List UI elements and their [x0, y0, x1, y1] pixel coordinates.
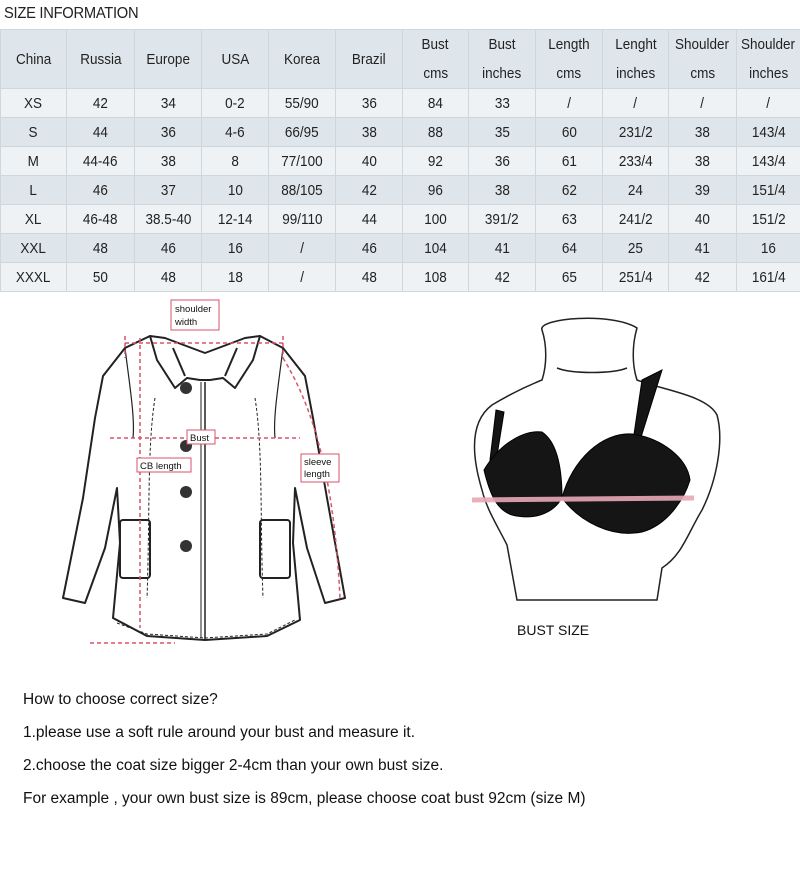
- table-cell: [135, 205, 202, 234]
- table-cell-text: /: [567, 94, 571, 112]
- column-header: [669, 30, 737, 89]
- instruction-step-1: 1.please use a soft rule around your bust and measure it.: [23, 724, 416, 741]
- column-header: [1, 30, 67, 89]
- column-header-text: Brazil: [352, 50, 386, 68]
- column-header: [469, 30, 536, 89]
- table-cell: [469, 176, 536, 205]
- column-header-text: Shoulder: [675, 36, 730, 53]
- table-cell-text: 40: [694, 210, 711, 228]
- table-cell: [536, 205, 603, 234]
- instruction-heading: How to choose correct size?: [23, 691, 218, 708]
- table-cell: [269, 176, 336, 205]
- table-cell-text: 38: [160, 152, 176, 170]
- table-cell-text: 41: [494, 239, 510, 257]
- table-cell-text: 99/110: [281, 210, 323, 228]
- table-cell: [1, 89, 67, 118]
- table-cell: [202, 263, 269, 292]
- table-cell: [67, 89, 135, 118]
- table-cell: [403, 118, 469, 147]
- table-cell-text: 88/105: [281, 181, 323, 199]
- table-cell: [1, 234, 67, 263]
- table-cell-text: 36: [494, 152, 510, 170]
- sleeve-length-label-2: length: [304, 469, 330, 480]
- column-header-text: cms: [423, 65, 448, 82]
- table-cell-text: 60: [561, 123, 577, 141]
- instruction-step-2: 2.choose the coat size bigger 2-4cm than your own bust size.: [23, 757, 444, 774]
- table-cell: [67, 176, 135, 205]
- table-cell: [737, 147, 800, 176]
- table-cell: [1, 205, 67, 234]
- table-cell-text: 48: [160, 268, 176, 286]
- table-cell: [469, 89, 536, 118]
- table-cell: [669, 176, 737, 205]
- table-cell-text: 42: [494, 268, 510, 286]
- column-header-text: Russia: [79, 50, 122, 68]
- table-cell-text: 34: [160, 94, 176, 112]
- table-cell: [669, 147, 737, 176]
- table-cell-text: 4-6: [225, 123, 245, 141]
- table-cell: [403, 176, 469, 205]
- bust-label: Bust: [190, 433, 210, 444]
- column-header-text: China: [15, 50, 52, 68]
- column-header: [67, 30, 135, 89]
- table-cell-text: 46: [361, 239, 377, 257]
- table-row: [1, 205, 800, 234]
- column-header: [336, 30, 403, 89]
- table-cell: [336, 89, 403, 118]
- table-cell: [603, 147, 669, 176]
- table-cell-text: XS: [24, 94, 43, 112]
- table-cell-text: 391/2: [485, 210, 519, 228]
- table-cell-text: 251/4: [618, 268, 653, 286]
- table-cell: [135, 89, 202, 118]
- table-cell: [603, 176, 669, 205]
- table-cell: [669, 118, 737, 147]
- table-cell: [536, 176, 603, 205]
- column-header-text: USA: [221, 50, 249, 68]
- table-cell-text: 63: [561, 210, 577, 228]
- table-cell-text: 46: [160, 239, 176, 257]
- table-cell-text: L: [29, 181, 38, 199]
- table-cell: [202, 205, 269, 234]
- table-cell: [603, 234, 669, 263]
- table-cell-text: 161/4: [751, 268, 786, 286]
- table-cell-text: 92: [427, 152, 444, 170]
- table-cell: [67, 147, 135, 176]
- table-cell-text: 44-46: [83, 152, 118, 170]
- column-header: [269, 30, 336, 89]
- table-cell: [403, 205, 469, 234]
- table-cell-text: 50: [92, 268, 109, 286]
- table-cell-text: 46: [92, 181, 109, 199]
- table-row: [1, 118, 800, 147]
- table-cell: [469, 118, 536, 147]
- table-cell: [469, 147, 536, 176]
- table-cell-text: 16: [760, 239, 777, 257]
- table-cell-text: S: [28, 123, 38, 141]
- column-header: [403, 30, 469, 89]
- column-header: [737, 30, 800, 89]
- table-cell-text: /: [300, 239, 304, 257]
- shoulder-width-label: shoulder: [175, 304, 212, 315]
- table-cell: [269, 205, 336, 234]
- table-cell: [336, 118, 403, 147]
- table-row: [1, 263, 800, 292]
- table-cell-text: 38: [361, 123, 377, 141]
- table-cell: [469, 234, 536, 263]
- bust-measure-line: [472, 498, 694, 500]
- table-cell-text: 33: [494, 94, 510, 112]
- table-cell-text: 38.5-40: [145, 210, 191, 228]
- table-cell-text: 62: [561, 181, 577, 199]
- table-cell: [135, 176, 202, 205]
- table-cell: [603, 263, 669, 292]
- table-cell-text: 35: [494, 123, 510, 141]
- table-cell: [269, 118, 336, 147]
- table-cell: [403, 89, 469, 118]
- table-cell-text: 241/2: [618, 210, 653, 228]
- table-cell-text: 38: [694, 152, 711, 170]
- table-cell: [67, 234, 135, 263]
- table-cell: [536, 89, 603, 118]
- table-cell: [336, 147, 403, 176]
- table-cell: [469, 205, 536, 234]
- table-cell-text: 100: [424, 210, 447, 228]
- coat-collar: [150, 336, 260, 388]
- column-header-text: inches: [615, 65, 656, 82]
- table-cell-text: 48: [361, 268, 377, 286]
- table-cell: [1, 147, 67, 176]
- cb-length-label: CB length: [140, 461, 182, 472]
- table-cell: [336, 176, 403, 205]
- table-cell: [336, 263, 403, 292]
- table-cell: [536, 263, 603, 292]
- table-cell-text: 38: [694, 123, 711, 141]
- column-header-text: inches: [482, 65, 522, 82]
- table-cell-text: 44: [92, 123, 109, 141]
- column-header-text: Lenght: [614, 36, 657, 53]
- table-cell-text: XL: [25, 210, 42, 228]
- table-cell-text: 41: [694, 239, 711, 257]
- table-cell-text: 42: [694, 268, 711, 286]
- table-cell: [669, 234, 737, 263]
- table-cell: [737, 118, 800, 147]
- table-cell-text: 108: [424, 268, 447, 286]
- column-header: [202, 30, 269, 89]
- table-cell-text: 37: [160, 181, 176, 199]
- table-cell: [603, 89, 669, 118]
- table-cell-text: 77/100: [281, 152, 323, 170]
- table-cell: [737, 263, 800, 292]
- table-cell: [669, 263, 737, 292]
- table-cell-text: 46-48: [83, 210, 118, 228]
- table-cell: [669, 205, 737, 234]
- column-header: [536, 30, 603, 89]
- table-cell: [269, 263, 336, 292]
- table-cell-text: 40: [361, 152, 377, 170]
- table-cell: [403, 234, 469, 263]
- table-cell: [469, 263, 536, 292]
- table-cell: [737, 234, 800, 263]
- column-header-text: Bust: [421, 36, 449, 53]
- table-cell-text: 39: [694, 181, 711, 199]
- size-table: [0, 29, 800, 292]
- table-cell: [737, 205, 800, 234]
- table-cell-text: 84: [427, 94, 444, 112]
- size-instructions: [23, 683, 586, 815]
- table-cell: [202, 176, 269, 205]
- table-cell-text: 231/2: [618, 123, 653, 141]
- table-cell-text: 36: [160, 123, 176, 141]
- table-cell: [603, 118, 669, 147]
- table-cell-text: 36: [361, 94, 377, 112]
- table-cell-text: /: [766, 94, 771, 112]
- table-cell: [135, 263, 202, 292]
- coat-outline: [63, 336, 345, 640]
- size-information-title: SIZE INFORMATION: [4, 5, 139, 22]
- table-header-row: [1, 30, 800, 89]
- table-cell: [737, 89, 800, 118]
- table-cell-text: 66/95: [285, 123, 319, 141]
- table-cell-text: 16: [227, 239, 243, 257]
- table-cell-text: 96: [427, 181, 444, 199]
- shoulder-width-label-2: width: [175, 317, 198, 328]
- column-header: [135, 30, 202, 89]
- table-cell: [67, 263, 135, 292]
- table-cell: [135, 234, 202, 263]
- table-cell-text: 0-2: [225, 94, 245, 112]
- table-cell-text: 151/4: [751, 181, 786, 199]
- table-cell-text: M: [27, 152, 40, 170]
- table-cell-text: 143/4: [751, 123, 786, 141]
- table-row: [1, 234, 800, 263]
- table-cell-text: 42: [92, 94, 109, 112]
- coat-button: [180, 540, 192, 552]
- coat-button: [180, 486, 192, 498]
- table-cell-text: XXL: [20, 239, 47, 257]
- table-row: [1, 89, 800, 118]
- bust-illustration: [462, 310, 732, 610]
- table-cell-text: 65: [561, 268, 577, 286]
- bust-size-label: BUST SIZE: [517, 622, 590, 638]
- table-cell: [1, 118, 67, 147]
- table-cell: [135, 118, 202, 147]
- table-cell-text: 38: [494, 181, 510, 199]
- coat-button: [180, 382, 192, 394]
- table-cell: [403, 263, 469, 292]
- sleeve-length-label: sleeve: [304, 457, 332, 468]
- table-cell: [67, 205, 135, 234]
- table-cell-text: 8: [231, 152, 239, 170]
- table-cell: [737, 176, 800, 205]
- table-cell: [135, 147, 202, 176]
- table-cell: [202, 118, 269, 147]
- table-cell-text: 12-14: [217, 210, 253, 228]
- column-header-text: Length: [548, 36, 590, 53]
- table-cell: [536, 234, 603, 263]
- table-cell: [669, 89, 737, 118]
- table-cell-text: 61: [561, 152, 577, 170]
- instruction-example: For example , your own bust size is 89cm, please choose coat bust 92cm (size M): [23, 790, 586, 807]
- table-cell-text: /: [700, 94, 705, 112]
- table-cell: [202, 234, 269, 263]
- coat-illustration: [55, 298, 355, 652]
- table-row: [1, 176, 800, 205]
- table-cell-text: 151/2: [751, 210, 786, 228]
- table-cell-text: 143/4: [751, 152, 786, 170]
- table-cell: [603, 205, 669, 234]
- table-cell: [336, 234, 403, 263]
- table-row: [1, 147, 800, 176]
- table-cell: [269, 234, 336, 263]
- table-cell-text: 233/4: [618, 152, 653, 170]
- table-cell: [202, 147, 269, 176]
- table-cell-text: 42: [361, 181, 377, 199]
- table-cell: [67, 118, 135, 147]
- table-cell: [403, 147, 469, 176]
- table-cell: [536, 147, 603, 176]
- table-cell: [269, 89, 336, 118]
- table-cell: [202, 89, 269, 118]
- table-cell-text: 10: [227, 181, 243, 199]
- table-cell-text: /: [300, 268, 304, 286]
- table-cell-text: 24: [627, 181, 644, 199]
- table-cell: [1, 176, 67, 205]
- column-header-text: Korea: [283, 50, 321, 68]
- table-cell-text: 25: [627, 239, 644, 257]
- table-cell-text: /: [633, 94, 638, 112]
- column-header-text: cms: [556, 65, 582, 82]
- table-cell-text: 104: [424, 239, 447, 257]
- column-header-text: Europe: [146, 50, 190, 68]
- column-header-text: cms: [690, 65, 715, 82]
- table-cell-text: 55/90: [285, 94, 319, 112]
- table-cell: [536, 118, 603, 147]
- table-cell: [269, 147, 336, 176]
- table-cell: [336, 205, 403, 234]
- column-header: [603, 30, 669, 89]
- column-header-text: Bust: [488, 36, 516, 53]
- table-cell-text: 18: [227, 268, 243, 286]
- table-cell-text: 48: [92, 239, 109, 257]
- table-cell: [1, 263, 67, 292]
- column-header-text: inches: [748, 65, 789, 82]
- table-cell-text: 64: [561, 239, 577, 257]
- table-cell-text: 88: [427, 123, 444, 141]
- bra-cup-right: [562, 434, 690, 533]
- column-header-text: Shoulder: [741, 36, 796, 53]
- table-cell-text: XXXL: [16, 268, 51, 286]
- table-cell-text: 44: [361, 210, 377, 228]
